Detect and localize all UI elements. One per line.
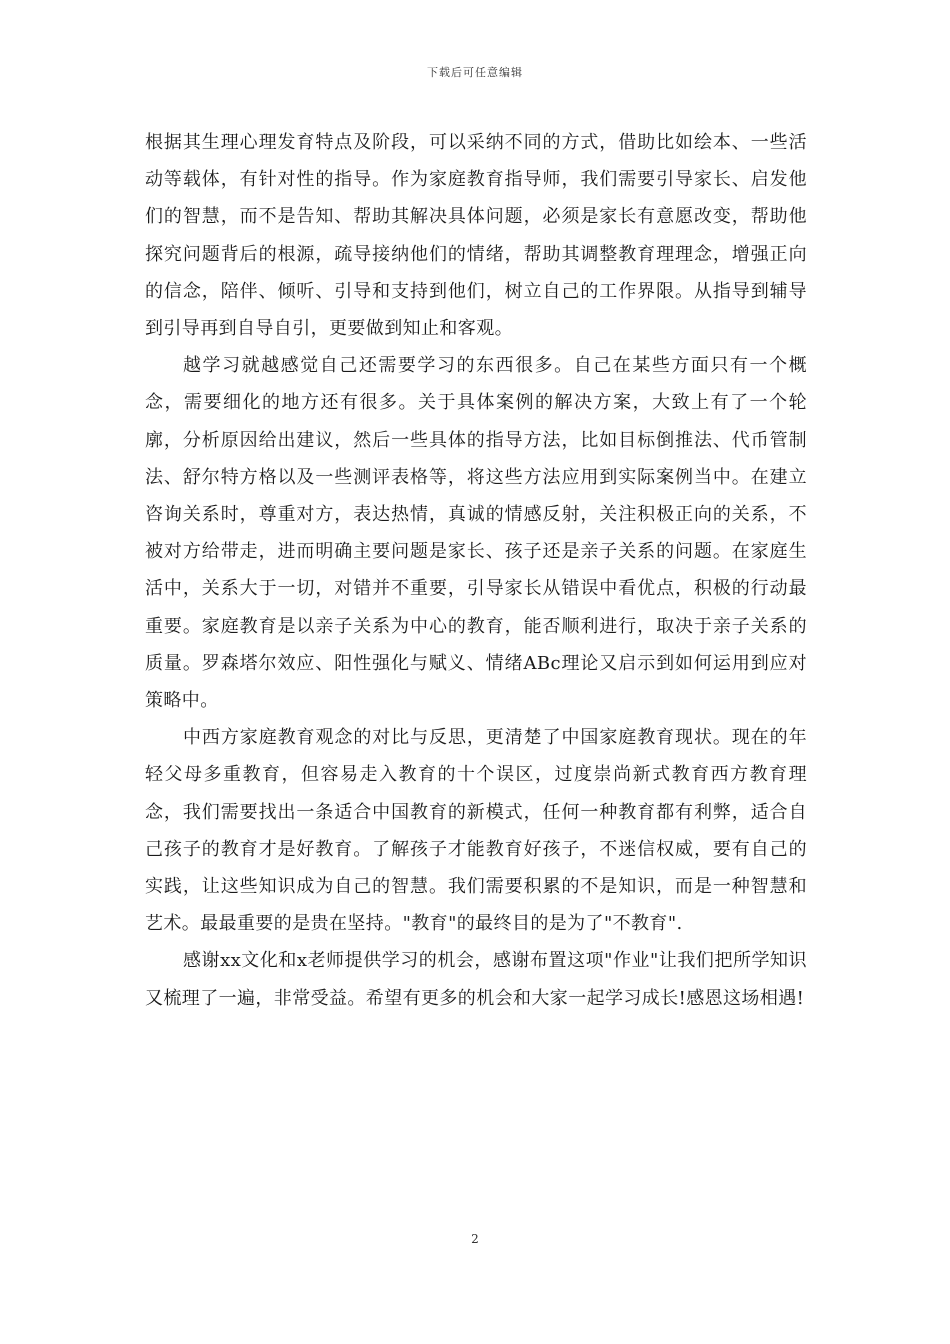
document-body <box>145 124 807 1017</box>
paragraph-1: 根据其生理心理发育特点及阶段，可以采纳不同的方式，借助比如绘本、一些活动等载体，有针对性的指导。作为家庭教育指导师，我们需要引导家长、启发他们的智慧，而不是告知、帮助其解决具体问题，必须是家长有意愿改变，帮助他探究问题背后的根源，疏导接纳他们的情绪，帮助其调整教育理理念，增强正向的信念，陪伴、倾听、引导和支持到他们，树立自己的工作界限。从指导到辅导到引导再到自导自引，更要做到知止和客观。 <box>145 132 807 340</box>
paragraph-4: 感谢xx文化和x老师提供学习的机会，感谢布置这项"作业"让我们把所学知识又梳理了一遍，非常受益。希望有更多的机会和大家一起学习成长!感恩这场相遇! <box>145 950 807 1009</box>
paragraph-3: 中西方家庭教育观念的对比与反思，更清楚了中国家庭教育现状。现在的年轻父母多重教育，但容易走入教育的十个误区，过度崇尚新式教育西方教育理念，我们需要找出一条适合中国教育的新模式，任何一种教育都有利弊，适合自己孩子的教育才是好教育。了解孩子才能教育好孩子，不迷信权威，要有自己的实践，让这些知识成为自己的智慧。我们需要积累的不是知识，而是一种智慧和艺术。最最重要的是贵在坚持。"教育"的最终目的是为了"不教育". <box>145 727 807 935</box>
page-header: 下载后可任意编辑 <box>427 66 523 79</box>
page-number: 2 <box>471 1232 479 1246</box>
paragraph-2: 越学习就越感觉自己还需要学习的东西很多。自己在某些方面只有一个概念，需要细化的地方还有很多。关于具体案例的解决方案，大致上有了一个轮廓，分析原因给出建议，然后一些具体的指导方法，比如目标倒推法、代币管制法、舒尔特方格以及一些测评表格等，将这些方法应用到实际案例当中。在建立咨询关系时，尊重对方，表达热情，真诚的情感反射，关注积极正向的关系，不被对方给带走，进而明确主要问题是家长、孩子还是亲子关系的问题。在家庭生活中，关系大于一切，对错并不重要，引导家长从错误中看优点，积极的行动最重要。家庭教育是以亲子关系为中心的教育，能否顺利进行，取决于亲子关系的质量。罗森塔尔效应、阳性强化与赋义、情绪ABc理论又启示到如何运用到应对策略中。 <box>145 355 807 712</box>
